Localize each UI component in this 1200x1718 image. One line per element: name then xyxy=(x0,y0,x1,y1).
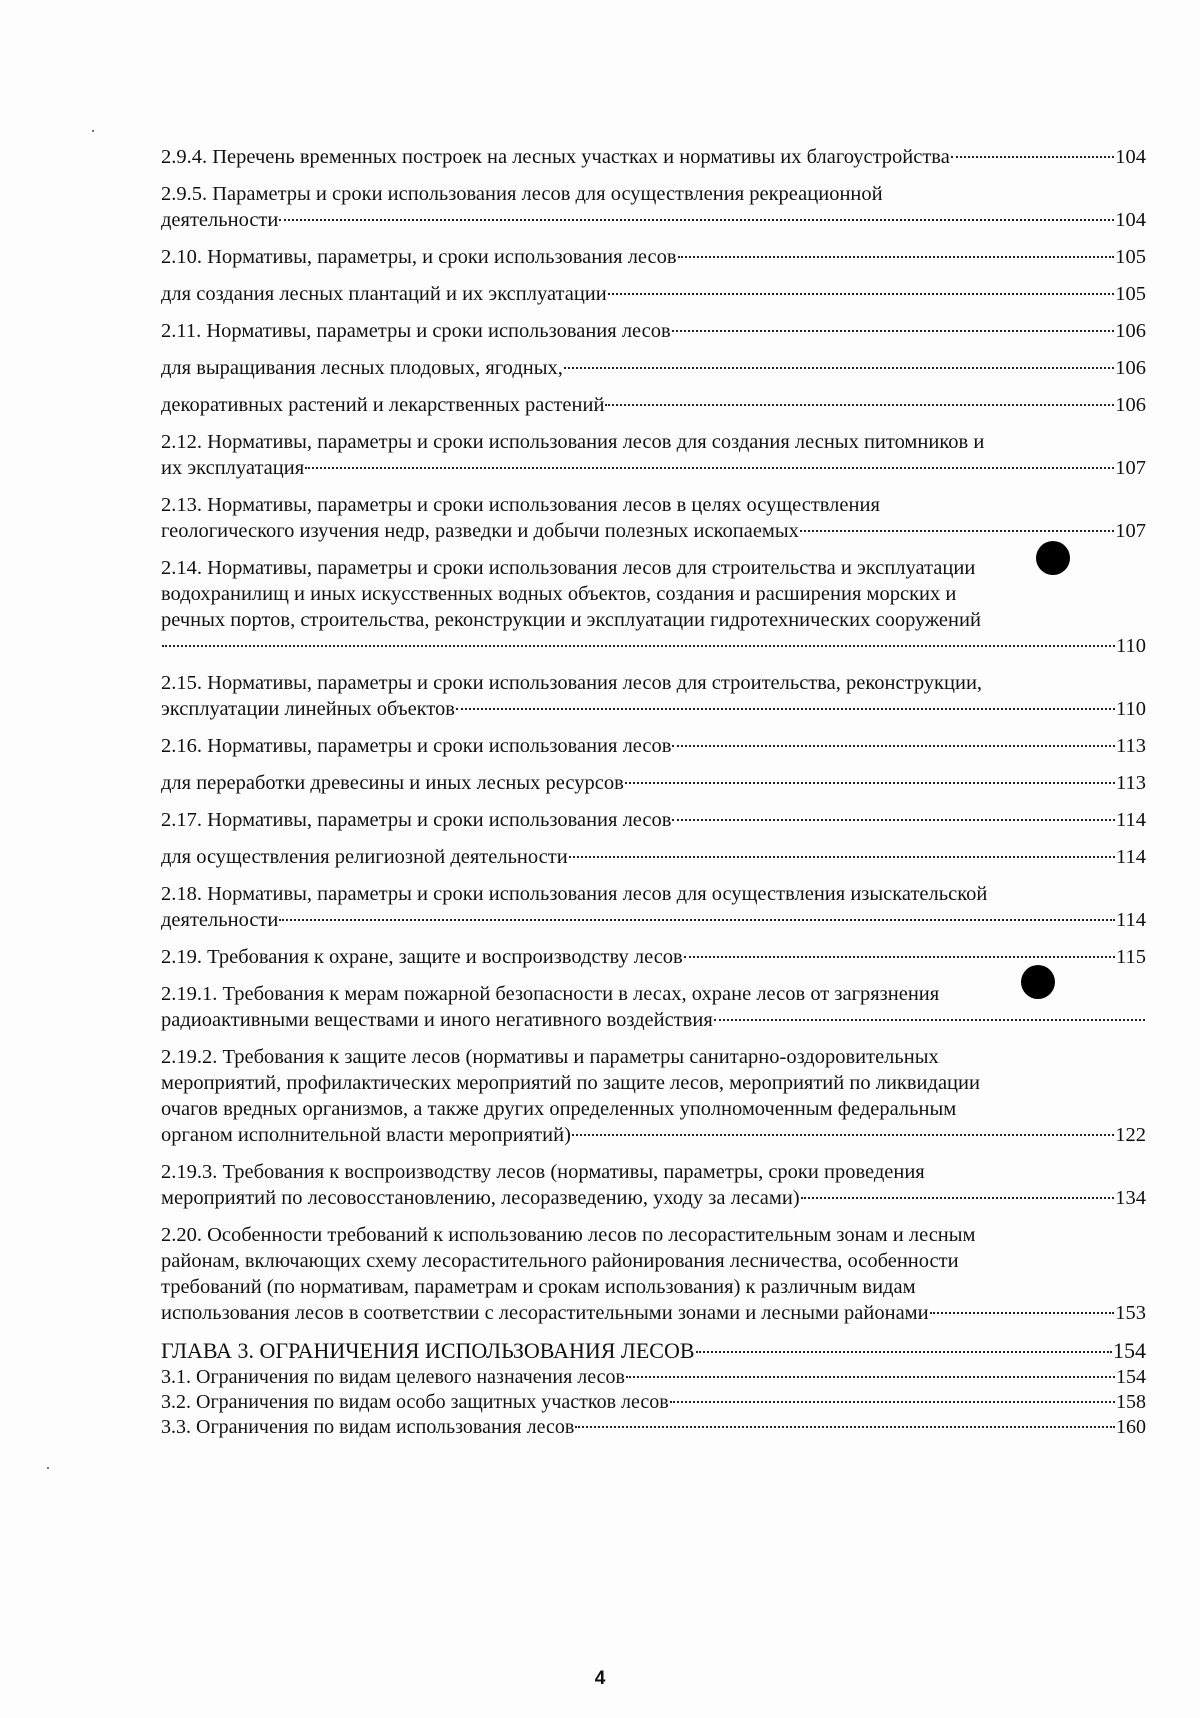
toc-page-number: 105 xyxy=(1115,283,1146,305)
toc-entry-title: их эксплуатация xyxy=(161,457,305,479)
toc-entry[interactable] xyxy=(161,1222,1146,1326)
toc-entry-title: органом исполнительной власти мероприятий) xyxy=(161,1124,571,1146)
dot-leader xyxy=(696,1351,1112,1353)
toc-line xyxy=(161,944,1146,970)
toc-line xyxy=(161,144,1146,170)
dot-leader xyxy=(951,156,1114,158)
dot-leader xyxy=(801,1197,1115,1199)
toc-entry-title: 3.1. Ограничения по видам целевого назначения лесов xyxy=(161,1366,625,1388)
toc-page-number: 106 xyxy=(1115,357,1146,379)
toc-entry[interactable] xyxy=(161,807,1146,833)
toc-entry-title: геологического изучения недр, разведки и добычи полезных ископаемых xyxy=(161,520,799,542)
toc-line xyxy=(161,1159,1146,1185)
table-of-contents xyxy=(161,144,1146,1440)
toc-entry[interactable] xyxy=(161,1390,1146,1415)
toc-line xyxy=(161,181,1146,207)
toc-entry-title: 2.19.1. Требования к мерам пожарной безопасности в лесах, охране лесов от загрязнения xyxy=(161,983,940,1005)
scan-speck xyxy=(47,1467,49,1469)
toc-page-number: 106 xyxy=(1115,394,1146,416)
dot-leader xyxy=(670,1401,1115,1403)
toc-page-number: 110 xyxy=(1116,635,1146,657)
hole-punch-mark xyxy=(1036,541,1070,575)
toc-entry-title: водохранилищ и иных искусственных водных объектов, создания и расширения морских и xyxy=(161,583,957,605)
dot-leader xyxy=(564,367,1114,369)
toc-line xyxy=(161,1070,1146,1096)
page-number: 4 xyxy=(594,1668,606,1689)
dot-leader xyxy=(626,1376,1115,1378)
toc-line xyxy=(161,244,1146,270)
toc-line xyxy=(161,881,1146,907)
toc-entry-title: 2.19.3. Требования к воспроизводству лесов (нормативы, параметры, сроки проведения xyxy=(161,1161,925,1183)
toc-entry[interactable] xyxy=(161,392,1146,418)
dot-leader xyxy=(672,745,1115,747)
toc-entry-title: районам, включающих схему лесорастительного районирования лесничества, особенности xyxy=(161,1250,959,1272)
toc-page-number: 105 xyxy=(1115,246,1146,268)
toc-line xyxy=(161,981,1146,1007)
toc-line xyxy=(161,1248,1146,1274)
toc-line xyxy=(161,633,1146,659)
toc-line xyxy=(161,696,1146,722)
toc-entry[interactable] xyxy=(161,844,1146,870)
toc-entry-title: для выращивания лесных плодовых, ягодных, xyxy=(161,357,563,379)
toc-page-number: 114 xyxy=(1116,809,1146,831)
toc-entry-title: деятельности xyxy=(161,209,279,231)
toc-page-number: 113 xyxy=(1116,735,1146,757)
dot-leader xyxy=(672,819,1115,821)
toc-page-number: 115 xyxy=(1116,946,1146,968)
toc-line xyxy=(161,807,1146,833)
toc-line xyxy=(161,355,1146,381)
toc-page-number: 104 xyxy=(1115,146,1146,168)
dot-leader xyxy=(305,467,1114,469)
toc-entry-title: 2.12. Нормативы, параметры и сроки использования лесов для создания лесных питомников и xyxy=(161,431,985,453)
toc-entry[interactable] xyxy=(161,429,1146,481)
toc-line xyxy=(161,1274,1146,1300)
dot-leader xyxy=(672,330,1115,332)
toc-line xyxy=(161,518,1146,544)
toc-line xyxy=(161,581,1146,607)
toc-line xyxy=(161,392,1146,418)
toc-page-number: 113 xyxy=(1116,772,1146,794)
toc-line xyxy=(161,733,1146,759)
toc-line xyxy=(161,844,1146,870)
toc-entry-title: 2.9.5. Параметры и сроки использования лесов для осуществления рекреационной xyxy=(161,183,883,205)
toc-entry[interactable] xyxy=(161,555,1146,659)
toc-line xyxy=(161,207,1146,233)
toc-entry[interactable] xyxy=(161,1159,1146,1211)
toc-entry-title: 3.2. Ограничения по видам особо защитных участков лесов xyxy=(161,1391,669,1413)
toc-entry-title: радиоактивными веществами и иного негативного воздействия xyxy=(161,1009,713,1031)
toc-line xyxy=(161,1337,1146,1365)
toc-entry[interactable] xyxy=(161,770,1146,796)
toc-entry-title: очагов вредных организмов, а также других определенных уполномоченным федеральным xyxy=(161,1098,957,1120)
toc-line xyxy=(161,1365,1146,1390)
toc-line xyxy=(161,1007,1146,1033)
dot-leader xyxy=(575,1426,1115,1428)
toc-line xyxy=(161,1185,1146,1211)
dot-leader xyxy=(162,645,1115,647)
dot-leader xyxy=(678,256,1115,258)
toc-page-number: 154 xyxy=(1116,1366,1146,1388)
dot-leader xyxy=(608,293,1115,295)
toc-entry-title: деятельности xyxy=(161,909,279,931)
toc-line xyxy=(161,318,1146,344)
toc-line xyxy=(161,281,1146,307)
toc-line xyxy=(161,670,1146,696)
toc-entry-title: требований (по нормативам, параметрам и срокам использования) к различным видам xyxy=(161,1276,916,1298)
scan-speck xyxy=(92,130,94,132)
toc-entry-title: 2.16. Нормативы, параметры и сроки использования лесов xyxy=(161,735,672,757)
toc-entry-title: 2.14. Нормативы, параметры и сроки использования лесов для строительства и эксплуатации xyxy=(161,557,976,579)
toc-entry-title: 2.13. Нормативы, параметры и сроки использования лесов в целях осуществления xyxy=(161,494,880,516)
toc-page-number: 158 xyxy=(1116,1391,1146,1413)
toc-line xyxy=(161,770,1146,796)
toc-entry-title: 2.11. Нормативы, параметры и сроки использования лесов xyxy=(161,320,671,342)
toc-line xyxy=(161,1390,1146,1415)
toc-line xyxy=(161,1044,1146,1070)
toc-entry[interactable] xyxy=(161,492,1146,544)
toc-entry[interactable] xyxy=(161,144,1146,170)
dot-leader xyxy=(800,530,1114,532)
dot-leader xyxy=(279,919,1115,921)
dot-leader xyxy=(684,956,1115,958)
toc-entry-title: 3.3. Ограничения по видам использования лесов xyxy=(161,1416,575,1438)
toc-line xyxy=(161,1300,1146,1326)
toc-entry-title: ГЛАВА 3. ОГРАНИЧЕНИЯ ИСПОЛЬЗОВАНИЯ ЛЕСОВ xyxy=(161,1338,695,1363)
toc-page-number: 107 xyxy=(1115,520,1146,542)
toc-entry-title: 2.19. Требования к охране, защите и воспроизводству лесов xyxy=(161,946,683,968)
toc-page-number: 160 xyxy=(1116,1416,1146,1438)
dot-leader xyxy=(930,1312,1115,1314)
toc-entry-title: мероприятий по лесовосстановлению, лесоразведению, уходу за лесами) xyxy=(161,1187,800,1209)
toc-page-number: 107 xyxy=(1115,457,1146,479)
toc-entry[interactable] xyxy=(161,1044,1146,1148)
dot-leader xyxy=(279,219,1114,221)
toc-entry-title: 2.9.4. Перечень временных построек на лесных участках и нормативы их благоустройства xyxy=(161,146,950,168)
toc-line xyxy=(161,1222,1146,1248)
toc-entry[interactable] xyxy=(161,355,1146,381)
toc-page-number: 114 xyxy=(1116,846,1146,868)
toc-entry-title: для создания лесных плантаций и их эксплуатации xyxy=(161,283,607,305)
toc-entry[interactable] xyxy=(161,1415,1146,1440)
dot-leader xyxy=(456,708,1115,710)
toc-entry-title: 2.18. Нормативы, параметры и сроки использования лесов для осуществления изыскательской xyxy=(161,883,988,905)
toc-entry[interactable] xyxy=(161,944,1146,970)
toc-entry[interactable] xyxy=(161,981,1146,1033)
toc-page-number: 153 xyxy=(1115,1302,1146,1324)
toc-entry[interactable] xyxy=(161,733,1146,759)
dot-leader xyxy=(605,404,1114,406)
toc-entry-title: речных портов, строительства, реконструкции и эксплуатации гидротехнических сооружений xyxy=(161,609,981,631)
toc-entry[interactable] xyxy=(161,244,1146,270)
toc-entry-title: эксплуатации линейных объектов xyxy=(161,698,455,720)
toc-line xyxy=(161,429,1146,455)
toc-entry[interactable] xyxy=(161,181,1146,233)
toc-entry-title: 2.19.2. Требования к защите лесов (нормативы и параметры санитарно-оздоровительных xyxy=(161,1046,939,1068)
toc-entry-title: 2.20. Особенности требований к использованию лесов по лесорастительным зонам и лесным xyxy=(161,1224,976,1246)
toc-entry[interactable] xyxy=(161,318,1146,344)
toc-entry-title: для осуществления религиозной деятельности xyxy=(161,846,568,868)
toc-line xyxy=(161,1415,1146,1440)
toc-line xyxy=(161,455,1146,481)
dot-leader xyxy=(625,782,1115,784)
toc-line xyxy=(161,607,1146,633)
toc-entry[interactable] xyxy=(161,1337,1146,1365)
toc-entry-title: использования лесов в соответствии с лесорастительными зонами и лесными районами xyxy=(161,1302,929,1324)
toc-line xyxy=(161,492,1146,518)
toc-entry[interactable] xyxy=(161,881,1146,933)
toc-page-number: 154 xyxy=(1113,1338,1146,1363)
toc-entry[interactable] xyxy=(161,670,1146,722)
toc-page-number: 104 xyxy=(1115,209,1146,231)
toc-line xyxy=(161,907,1146,933)
toc-entry-title: для переработки древесины и иных лесных ресурсов xyxy=(161,772,624,794)
toc-entry[interactable] xyxy=(161,1365,1146,1390)
toc-page-number: 110 xyxy=(1116,698,1146,720)
toc-line xyxy=(161,555,1146,581)
toc-page-number: 106 xyxy=(1115,320,1146,342)
toc-line xyxy=(161,1096,1146,1122)
dot-leader xyxy=(714,1019,1145,1021)
toc-page-number: 122 xyxy=(1115,1124,1146,1146)
dot-leader xyxy=(569,856,1115,858)
toc-page-number: 134 xyxy=(1115,1187,1146,1209)
toc-entry-title: мероприятий, профилактических мероприятий по защите лесов, мероприятий по ликвидации xyxy=(161,1072,980,1094)
toc-entry[interactable] xyxy=(161,281,1146,307)
toc-page-number: 114 xyxy=(1116,909,1146,931)
toc-entry-title: 2.10. Нормативы, параметры, и сроки использования лесов xyxy=(161,246,677,268)
toc-entry-title: декоративных растений и лекарственных растений xyxy=(161,394,605,416)
toc-entry-title: 2.15. Нормативы, параметры и сроки использования лесов для строительства, реконструкции, xyxy=(161,672,983,694)
dot-leader xyxy=(572,1134,1114,1136)
hole-punch-mark xyxy=(1021,965,1055,999)
toc-line xyxy=(161,1122,1146,1148)
toc-entry-title: 2.17. Нормативы, параметры и сроки использования лесов xyxy=(161,809,672,831)
